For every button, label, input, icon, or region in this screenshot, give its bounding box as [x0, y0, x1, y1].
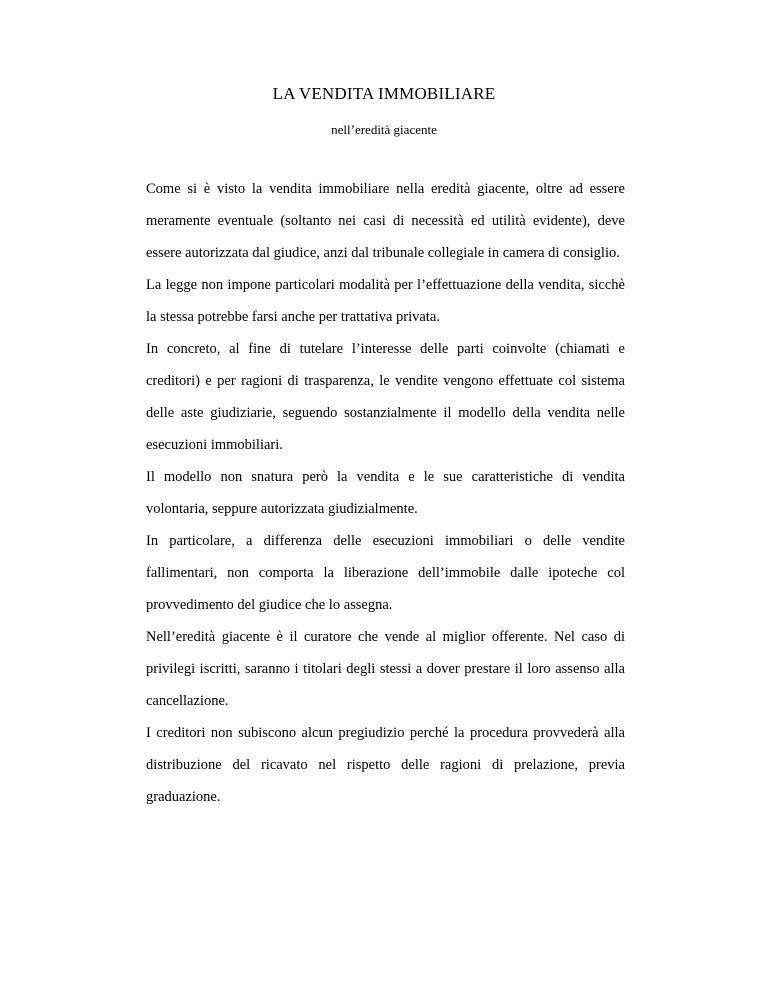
paragraph-5: In particolare, a differenza delle esecuzioni immobiliari o delle vendite fallimentari, non comporta la liberazione dell’immobile dalle ipoteche col provvedimento del giudice che lo assegna.: [146, 533, 625, 613]
paragraph-2: La legge non impone particolari modalità per l’effettuazione della vendita, sicchè la stessa potrebbe farsi anche per trattativa privata.: [146, 277, 625, 325]
document-body: [146, 173, 625, 813]
document-title: LA VENDITA IMMOBILIARE: [272, 84, 496, 103]
paragraph-3: In concreto, al fine di tutelare l’interesse delle parti coinvolte (chiamati e creditori) e per ragioni di trasparenza, le vendite vengono effettuate col sistema delle aste giudiziarie, seguendo sostanzialmente il modello della vendita nelle esecuzioni immobiliari.: [146, 341, 625, 453]
document-subtitle: nell’eredità giacente: [331, 122, 437, 137]
paragraph-7: I creditori non subiscono alcun pregiudizio perché la procedura provvederà alla distribuzione del ricavato nel rispetto delle ragioni di prelazione, previa graduazione.: [146, 725, 625, 805]
paragraph-1: Come si è visto la vendita immobiliare nella eredità giacente, oltre ad essere meramente eventuale (soltanto nei casi di necessità ed utilità evidente), deve essere autorizzata dal giudice, anzi dal tribunale collegiale in camera di consiglio.: [146, 181, 625, 261]
paragraph-4: Il modello non snatura però la vendita e le sue caratteristiche di vendita volontaria, seppure autorizzata giudizialmente.: [146, 469, 625, 517]
paragraph-6: Nell’eredità giacente è il curatore che vende al miglior offerente. Nel caso di privilegi iscritti, saranno i titolari degli stessi a dover prestare il loro assenso alla cancellazione.: [146, 629, 625, 709]
